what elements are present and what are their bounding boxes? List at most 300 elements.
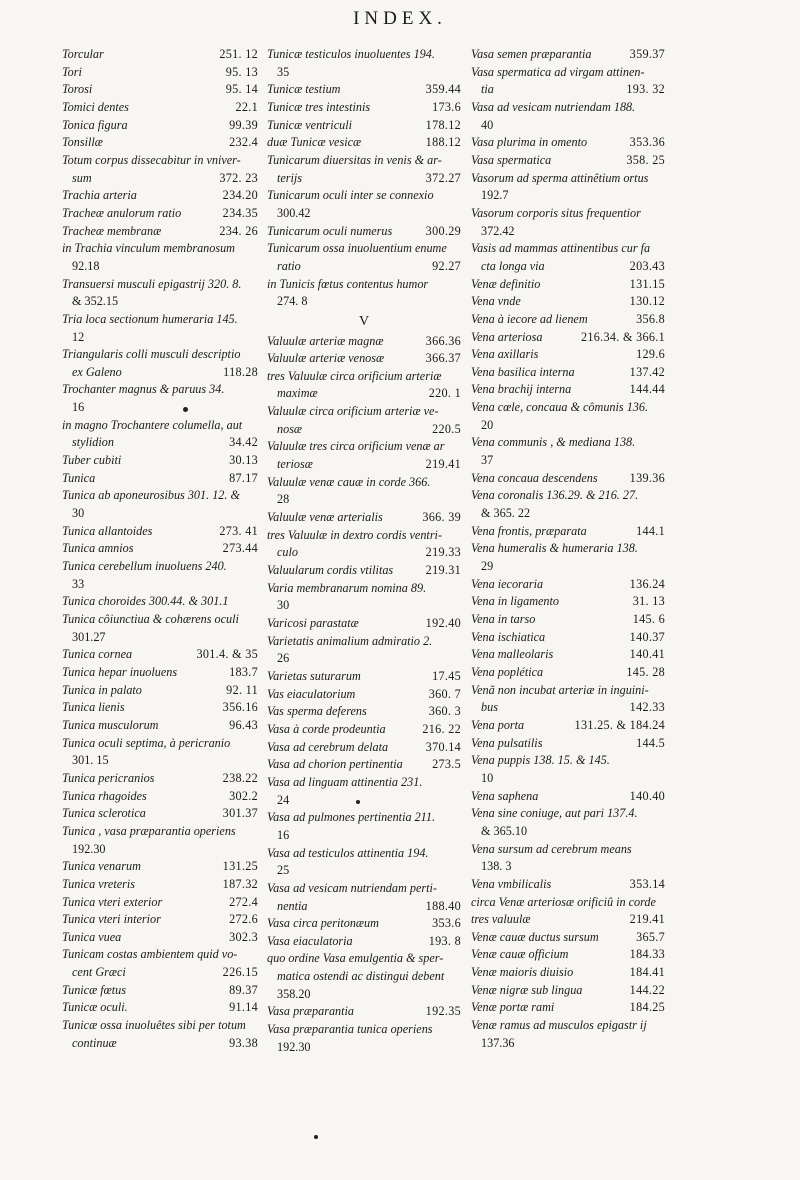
index-entry: [267, 633, 461, 651]
index-term: Vena in ligamento: [471, 594, 560, 609]
index-entry: [267, 580, 461, 598]
index-page-ref: 273.44: [222, 541, 258, 556]
index-page-ref: 366.36: [425, 333, 461, 348]
index-entry: [62, 946, 258, 964]
index-term: 35: [277, 64, 290, 79]
index-entry: [471, 894, 665, 912]
index-entry: [267, 170, 461, 188]
index-entry: [471, 505, 665, 523]
index-term: culo: [277, 545, 298, 560]
index-entry: [471, 46, 665, 64]
index-entry: [62, 646, 258, 664]
index-entry: [471, 999, 665, 1017]
index-term: 192.30: [277, 1039, 311, 1054]
index-page-ref: 203.43: [629, 258, 665, 273]
index-page-ref: 96.43: [229, 717, 258, 732]
index-term: Venæ nigræ sub lingua: [471, 982, 583, 997]
index-entry: [62, 1017, 258, 1035]
index-term: Varia membranarum nomina 89.: [267, 580, 427, 595]
index-page-ref: 301.4. & 35: [196, 647, 258, 662]
index-page-ref: 92.27: [432, 258, 461, 273]
index-page-ref: 30.13: [229, 453, 258, 468]
index-entry: [267, 276, 461, 294]
index-page-ref: 365.7: [636, 929, 665, 944]
index-entry: [62, 134, 258, 152]
index-term: Tunica musculorum: [62, 717, 159, 732]
index-term: duæ Tunicæ vesicæ: [267, 135, 362, 150]
index-entry: [62, 293, 258, 311]
index-term: Varietatis animalium admiratio 2.: [267, 633, 433, 648]
index-term: Venæ ramus ad musculos epigastr ij: [471, 1018, 647, 1033]
index-page-ref: 219.41: [425, 457, 461, 472]
index-term: Valuulæ circa orificium arteriæ ve-: [267, 404, 439, 419]
index-entry: [471, 841, 665, 859]
index-term: Tunica oculi septima, à pericranio: [62, 735, 231, 750]
index-entry: [471, 399, 665, 417]
index-entry: [471, 81, 665, 99]
index-entry: [471, 205, 665, 223]
index-page-ref: 184.33: [629, 947, 665, 962]
index-entry: [267, 986, 461, 1004]
index-term: Vas eiaculatorium: [267, 686, 356, 701]
index-page-ref: 273. 41: [219, 523, 258, 538]
index-page-ref: 131.25. & 184.24: [574, 717, 665, 732]
index-term: 29: [481, 559, 494, 574]
index-entry: [267, 509, 461, 527]
index-entry: [267, 117, 461, 135]
index-term: Tunica cornea: [62, 647, 133, 662]
index-entry: [62, 258, 258, 276]
index-entry: [62, 540, 258, 558]
index-page-ref: 145. 28: [626, 664, 665, 679]
index-term: 20: [481, 417, 494, 432]
index-page-ref: 353.36: [629, 135, 665, 150]
index-entry: [471, 717, 665, 735]
index-entry: [471, 646, 665, 664]
index-term: & 365.10: [481, 823, 528, 838]
index-term: 25: [277, 863, 290, 878]
index-term: Torcular: [62, 47, 104, 61]
index-term: Tunica in palato: [62, 682, 142, 697]
index-term: Vena malleolaris: [471, 647, 554, 662]
index-entry: [267, 403, 461, 421]
index-entry: [471, 329, 665, 347]
index-term: in Trachia vinculum membranosum: [62, 241, 235, 256]
index-entry: [62, 81, 258, 99]
index-term: Venæ portæ rami: [471, 1000, 555, 1015]
index-term: matica ostendi ac distingui debent: [277, 969, 445, 984]
index-term: Vena concaua descendens: [471, 470, 598, 485]
index-page-ref: 272.4: [229, 894, 258, 909]
index-page-ref: 118.28: [223, 364, 258, 379]
index-page-ref: 216.34. & 366.1: [580, 329, 665, 344]
index-entry: [267, 456, 461, 474]
index-entry: [267, 668, 461, 686]
index-entry: [267, 438, 461, 456]
index-term: Tunica sclerotica: [62, 806, 146, 821]
index-entry: [267, 933, 461, 951]
index-term: 372.42: [481, 223, 515, 238]
index-entry: [267, 1039, 461, 1057]
index-entry: [471, 1035, 665, 1053]
index-entry: [62, 64, 258, 82]
index-entry: [267, 686, 461, 704]
index-page-ref: 139.36: [629, 470, 665, 485]
index-entry: [62, 364, 258, 382]
index-term: circa Venæ arteriosæ orificiû in corde: [471, 894, 656, 909]
index-term: Vasa spermatica ad virgam attinen-: [471, 64, 645, 79]
index-entry: [62, 240, 258, 258]
index-column-1: [62, 46, 258, 1052]
index-entry: [471, 170, 665, 188]
index-entry: [471, 876, 665, 894]
index-term: 301. 15: [72, 753, 109, 768]
index-term: Tunica amnios: [62, 541, 134, 556]
index-entry: [471, 664, 665, 682]
index-entry: [471, 805, 665, 823]
index-term: Venæ cauæ ductus sursum: [471, 929, 599, 944]
index-entry: [471, 593, 665, 611]
index-entry: [267, 385, 461, 403]
index-page-ref: 178.12: [425, 117, 461, 132]
index-term: Vena communis , & mediana 138.: [471, 435, 636, 450]
index-term: Vena iecoraria: [471, 576, 544, 591]
index-term: Vena saphena: [471, 788, 539, 803]
index-entry: [471, 788, 665, 806]
index-term: 16: [72, 400, 85, 415]
index-term: Tomici dentes: [62, 99, 129, 114]
index-term: Vasa circa peritonæum: [267, 916, 379, 931]
index-entry: [471, 364, 665, 382]
index-entry: [267, 880, 461, 898]
index-term: tres Valuulæ in dextro cordis ventri-: [267, 527, 443, 542]
index-term: Tunica vuea: [62, 929, 122, 944]
index-page-ref: 353.6: [432, 916, 461, 931]
index-entry: [267, 187, 461, 205]
index-entry: [471, 276, 665, 294]
index-term: Valuulæ arteriæ magnæ: [267, 333, 384, 348]
index-page-ref: 359.44: [425, 82, 461, 97]
index-entry: [267, 898, 461, 916]
index-term: cent Græci: [72, 965, 126, 980]
index-page-ref: 356.16: [222, 700, 258, 715]
index-page-ref: 140.41: [629, 647, 665, 662]
index-page-ref: 144.5: [636, 735, 665, 750]
index-term: Vasa ad cerebrum delata: [267, 739, 389, 754]
index-term: Triangularis colli musculi descriptio: [62, 347, 241, 362]
index-entry: [62, 187, 258, 205]
index-entry: [62, 576, 258, 594]
index-term: Tunica hepar inuoluens: [62, 664, 178, 679]
index-page-ref: 219.33: [425, 545, 461, 560]
index-term: continuæ: [72, 1035, 117, 1050]
index-term: Valuulæ arteriæ venosæ: [267, 351, 385, 366]
index-term: Vena arteriosa: [471, 329, 543, 344]
index-entry: [471, 311, 665, 329]
index-term: 137.36: [481, 1035, 515, 1050]
index-page-ref: 144.44: [629, 382, 665, 397]
index-column-2: [267, 46, 461, 1056]
index-entry: [471, 858, 665, 876]
index-term: Vasa ad vesicam nutriendam 188.: [471, 99, 636, 114]
index-term: Valuulæ venæ cauæ in corde 366.: [267, 474, 431, 489]
index-term: 24: [277, 792, 290, 807]
index-entry: [267, 862, 461, 880]
index-term: quo ordine Vasa emulgentia & sper-: [267, 951, 444, 966]
index-page-ref: 31. 13: [632, 594, 665, 609]
index-term: Vena frontis, præparata: [471, 523, 587, 538]
index-term: Tunicæ testium: [267, 82, 341, 97]
index-entry: [62, 152, 258, 170]
index-page-ref: 353.14: [629, 876, 665, 891]
index-entry: [62, 505, 258, 523]
index-entry: [267, 845, 461, 863]
index-page-ref: 192.40: [425, 616, 461, 630]
index-term: Tonica figura: [62, 117, 128, 132]
index-term: Tunica venarum: [62, 859, 141, 874]
index-entry: [62, 982, 258, 1000]
index-entry: [471, 946, 665, 964]
index-term: terijs: [277, 170, 303, 185]
index-page-ref: 356.8: [636, 311, 665, 326]
index-page-ref: 91.14: [229, 1000, 258, 1015]
index-page-ref: 234.20: [222, 188, 258, 203]
index-entry: [62, 452, 258, 470]
index-entry: [62, 276, 258, 294]
index-entry: [267, 527, 461, 545]
index-page-ref: 140.37: [629, 629, 665, 644]
index-page-ref: 34.42: [229, 435, 258, 450]
index-entry: [267, 1021, 461, 1039]
index-term: sum: [72, 170, 92, 185]
index-entry: [267, 968, 461, 986]
index-term: 37: [481, 453, 494, 468]
index-entry: [62, 999, 258, 1017]
index-term: Transuersi musculi epigastrij 320. 8.: [62, 276, 242, 291]
index-entry: [62, 558, 258, 576]
index-term: Vasa spermatica: [471, 152, 552, 167]
index-entry: [471, 735, 665, 753]
index-term: 192.7: [481, 188, 509, 203]
index-term: Tonsillæ: [62, 135, 103, 150]
index-term: Vena ischiatica: [471, 629, 546, 644]
index-term: Valuulæ venæ arterialis: [267, 510, 383, 525]
ink-spot: [314, 1135, 318, 1139]
index-entry: [62, 699, 258, 717]
index-term: Vasa plurima in omento: [471, 135, 588, 150]
index-page-ref: 372.27: [425, 170, 461, 185]
ink-spot: [356, 800, 360, 804]
index-entry: [62, 417, 258, 435]
index-entry: [62, 170, 258, 188]
index-page-ref: 370.14: [425, 739, 461, 754]
index-term: Venæ maioris diuisio: [471, 965, 574, 980]
index-page-ref: 188.40: [425, 898, 461, 913]
ink-spot: [183, 407, 188, 412]
index-term: Vas sperma deferens: [267, 704, 367, 719]
index-term: Tunicarum oculi inter se connexio: [267, 188, 434, 203]
index-page-ref: 184.25: [629, 1000, 665, 1015]
index-term: Tria loca sectionum humeraria 145.: [62, 311, 238, 326]
index-entry: [471, 64, 665, 82]
index-entry: [62, 717, 258, 735]
index-term: 12: [72, 329, 85, 344]
index-entry: [62, 46, 258, 64]
index-page-ref: 129.6: [636, 347, 665, 362]
index-term: Tunica pericranios: [62, 770, 155, 785]
index-entry: [267, 134, 461, 152]
index-entry: [471, 576, 665, 594]
index-term: 300.42: [277, 205, 311, 220]
index-entry: [267, 421, 461, 439]
index-entry: [62, 329, 258, 347]
index-page-ref: 273.5: [432, 757, 461, 772]
index-term: Varietas suturarum: [267, 668, 361, 683]
index-term: Vena humeralis & humeraria 138.: [471, 541, 638, 556]
index-entry: [471, 452, 665, 470]
index-entry: [471, 770, 665, 788]
index-term: Vena brachij interna: [471, 382, 572, 397]
index-page-ref: 145. 6: [632, 612, 665, 626]
index-page-ref: 99.39: [229, 117, 258, 132]
index-entry: [62, 487, 258, 505]
index-term: tres Valuulæ circa orificium arteriæ: [267, 368, 442, 383]
index-entry: [267, 152, 461, 170]
index-page-ref: 234.35: [222, 205, 258, 220]
index-entry: [267, 721, 461, 739]
index-page-ref: 187.32: [222, 876, 258, 891]
index-term: Tunicarum oculi numerus: [267, 223, 393, 238]
index-term: in Tunicis fœtus contentus humor: [267, 276, 429, 291]
index-entry: [267, 474, 461, 492]
index-page-ref: 89.37: [229, 982, 258, 997]
index-page-ref: 192.35: [425, 1004, 461, 1019]
index-term: cta longa via: [481, 258, 545, 273]
index-term: 16: [277, 827, 290, 842]
index-entry: [267, 46, 461, 64]
index-entry: [62, 205, 258, 223]
index-entry: [471, 911, 665, 929]
index-term: 92.18: [72, 258, 100, 273]
index-entry: [62, 841, 258, 859]
index-term: & 365. 22: [481, 506, 531, 521]
index-entry: [62, 434, 258, 452]
index-page-ref: 372. 23: [219, 170, 258, 185]
section-letter-heading: V: [358, 313, 370, 329]
index-page-ref: 360. 3: [428, 704, 461, 719]
index-entry: [267, 1003, 461, 1021]
index-entry: [62, 911, 258, 929]
index-term: 10: [481, 770, 494, 785]
index-term: Vasorum corporis situs frequentior: [471, 205, 641, 220]
index-entry: [267, 64, 461, 82]
index-page-ref: 188.12: [425, 135, 461, 150]
index-entry: [471, 99, 665, 117]
index-entry: [471, 540, 665, 558]
index-entry: [471, 187, 665, 205]
index-entry: [471, 929, 665, 947]
index-term: Tunica choroides 300.44. & 301.1: [62, 594, 229, 609]
index-term: Vena sine coniuge, aut pari 137.4.: [471, 806, 638, 821]
index-page-ref: 300.29: [425, 223, 461, 238]
index-entry: [267, 293, 461, 311]
index-term: Tunica vteri interior: [62, 912, 161, 927]
index-entry: [62, 399, 258, 417]
index-term: Tunica vreteris: [62, 876, 136, 891]
index-entry: [267, 774, 461, 792]
index-page-ref: 226.15: [222, 965, 258, 980]
index-term: tia: [481, 82, 494, 97]
index-page-ref: 183.7: [229, 664, 258, 679]
index-entry: [267, 491, 461, 509]
index-entry: [471, 240, 665, 258]
index-term: 192.30: [72, 841, 106, 856]
index-term: Vena coronalis 136.29. & 216. 27.: [471, 488, 639, 503]
index-entry: [62, 99, 258, 117]
index-entry: [267, 756, 461, 774]
index-term: Tunica allantoides: [62, 523, 153, 538]
index-term: Vena axillaris: [471, 347, 539, 362]
index-entry: [62, 611, 258, 629]
index-term: 301.27: [72, 629, 106, 644]
index-term: Vasa præparantia: [267, 1004, 355, 1019]
index-entry: [62, 770, 258, 788]
index-page-ref: 137.42: [629, 364, 665, 379]
index-page-ref: 219.31: [425, 563, 461, 578]
index-entry: [471, 611, 665, 629]
index-term: ex Galeno: [72, 364, 122, 379]
index-entry: [267, 915, 461, 933]
index-page-ref: 232.4: [229, 135, 258, 150]
index-entry: [471, 823, 665, 841]
index-entry: [62, 682, 258, 700]
index-entry: [471, 223, 665, 241]
index-entry: [62, 876, 258, 894]
index-term: Vasa ad vesicam nutriendam perti-: [267, 880, 437, 895]
index-term: Valuularum cordis vtilitas: [267, 563, 394, 578]
index-term: Vasa ad testiculos attinentia 194.: [267, 845, 429, 860]
index-term: Vena cœle, concaua & cômunis 136.: [471, 400, 649, 415]
index-page-ref: 95. 13: [225, 64, 258, 79]
index-entry: [62, 523, 258, 541]
index-entry: [267, 562, 461, 580]
index-term: Totum corpus dissecabitur in vniver-: [62, 152, 241, 167]
index-term: stylidion: [72, 435, 114, 450]
index-entry: [267, 350, 461, 368]
index-term: Vasorum ad sperma attinêtium ortus: [471, 170, 649, 185]
index-entry: [62, 311, 258, 329]
index-term: Tunica ab aponeurosibus 301. 12. &: [62, 488, 240, 503]
index-entry: [471, 117, 665, 135]
index-term: Vena à iecore ad lienem: [471, 311, 588, 326]
index-term: Tunicæ ossa inuoluêtes sibi per totum: [62, 1018, 246, 1033]
index-term: Tunica vteri exterior: [62, 894, 163, 909]
index-term: Tracheæ anulorum ratio: [62, 205, 182, 220]
index-entry: [471, 629, 665, 647]
index-column-3: [471, 46, 665, 1052]
index-entry: [62, 735, 258, 753]
index-page-ref: 136.24: [629, 576, 665, 591]
index-entry: [62, 894, 258, 912]
index-entry: [471, 523, 665, 541]
index-term: nentia: [277, 898, 308, 913]
index-term: 33: [72, 576, 85, 591]
index-entry: [62, 664, 258, 682]
index-page-ref: 92. 11: [226, 682, 258, 697]
index-entry: [267, 99, 461, 117]
index-entry: [267, 544, 461, 562]
index-entry: [471, 381, 665, 399]
